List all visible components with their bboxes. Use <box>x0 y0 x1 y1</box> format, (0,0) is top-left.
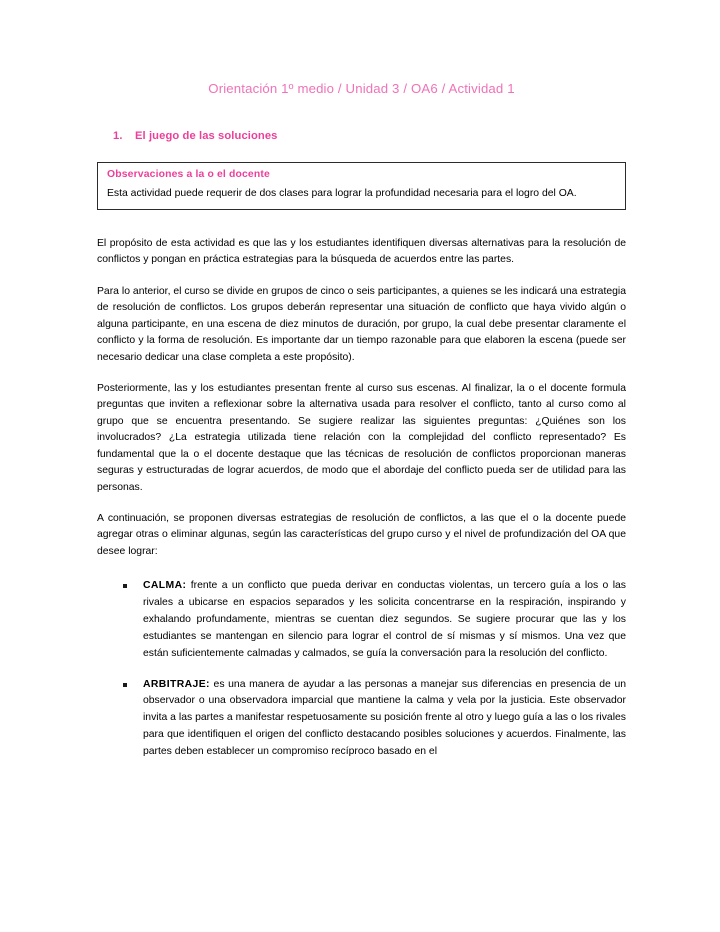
page-title: Orientación 1º medio / Unidad 3 / OA6 / Actividad 1 <box>208 81 515 96</box>
strategy-list <box>97 560 626 774</box>
body-paragraph: El propósito de esta actividad es que las y los estudiantes identifiquen diversas alternativas para la resolución de conflictos y pongan en práctica estrategias para la búsqueda de acuerdos entre las partes. <box>97 237 626 266</box>
observations-box-title: Observaciones a la o el docente <box>107 168 270 180</box>
strategy-description: es una manera de ayudar a las personas a manejar sus diferencias en presencia de un observador o una observadora imparcial que mantiene la calma y vela por la justicia. Este observador invita a las partes a manifestar respetuosamente su posición frente al otro y luego guía a las o los rivales para que identifiquen el origen del conflicto destacando posibles soluciones y acuerdos. Finalmente, las partes deben establecer un compromiso recíproco basado en el <box>143 678 626 757</box>
body-paragraph: Posteriormente, las y los estudiantes presentan frente al curso sus escenas. Al finalizar, la o el docente formula preguntas que inviten a reflexionar sobre la alternativa usada para resolver el conflicto, tanto al curso como al grupo que se encuentra presentando. Se sugiere realizar las siguientes preguntas: ¿Quiénes son los involucrados? ¿La estrategia utilizada tiene relación con la complejidad del conflicto representado? Es fundamental que la o el docente destaque que las técnicas de resolución de conflictos proporcionan maneras seguras y estructuradas de lograr acuerdos, de modo que el abordaje del conflicto pueda ser de utilidad para las personas. <box>97 382 626 493</box>
section-title: El juego de las soluciones <box>135 129 278 142</box>
strategy-term: CALMA: <box>143 580 187 592</box>
observations-box <box>97 162 626 210</box>
observations-box-text: Esta actividad puede requerir de dos clases para lograr la profundidad necesaria para el logro del OA. <box>107 187 577 199</box>
strategy-term: ARBITRAJE: <box>143 678 210 690</box>
body-paragraph: A continuación, se proponen diversas estrategias de resolución de conflictos, a las que el o la docente puede agregar otras o eliminar algunas, según las características del grupo curso y el nivel de profundización del OA que desee lograr: <box>97 513 626 557</box>
list-item <box>97 677 626 775</box>
document-content <box>97 0 626 775</box>
list-item <box>97 578 626 676</box>
section-heading <box>97 98 626 142</box>
body-paragraph: Para lo anterior, el curso se divide en grupos de cinco o seis participantes, a quienes se les indicará una estrategia de resolución de conflictos. Los grupos deberán representar una situación de conflicto que haya vivido algún o alguna participante, en una escena de diez minutos de duración, por grupo, la cual debe presentar claramente el conflicto y la forma de resolución. Es importante dar un tiempo razonable para que elaboren la escena (puede ser necesario dedicar una clase completa a este propósito). <box>97 285 626 363</box>
strategy-description: frente a un conflicto que pueda derivar en conductas violentas, un tercero guía a los o las rivales a ubicarse en espacios separados y les solicita concentrarse en la respiración, inspirando y exhalando profundamente, mientras se cuentan diez segundos. Se sugiere procurar que las y los estudiantes se mantengan en silencio para lograr el control de sí mismas y sí mismos. Una vez que están suficientemente calmadas y calmados, se guía la conversación para la resolución del conflicto. <box>143 580 626 659</box>
section-number: 1. <box>113 129 123 142</box>
square-bullet-icon <box>123 683 127 687</box>
square-bullet-icon <box>123 584 127 588</box>
